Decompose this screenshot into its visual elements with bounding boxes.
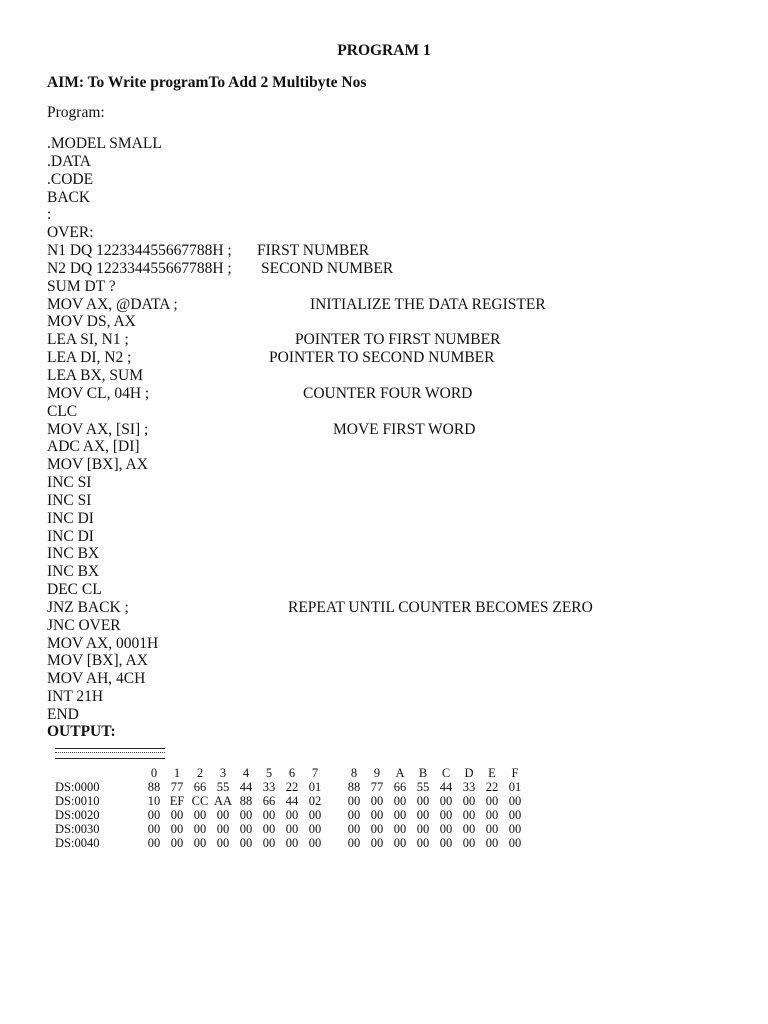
dump-byte-cell: 88 — [347, 780, 361, 794]
code-instruction: MOV AX, @DATA ; — [47, 295, 178, 313]
dump-byte-cell: 00 — [485, 836, 499, 850]
code-comment: FIRST NUMBER — [257, 242, 370, 260]
code-instruction: MOV [BX], AX — [47, 652, 148, 670]
dump-row-address: DS:0020 — [55, 808, 100, 822]
dump-byte-cell: 00 — [216, 836, 230, 850]
separator-line — [55, 748, 165, 759]
dump-byte-cell: 77 — [370, 780, 384, 794]
dump-byte-cell: 44 — [239, 780, 253, 794]
dump-byte-cell: 33 — [262, 780, 276, 794]
code-instruction: INC SI — [47, 474, 92, 492]
dump-byte-cell: EF — [169, 794, 185, 808]
dump-byte-cell: 00 — [285, 822, 299, 836]
dump-byte-cell: 00 — [239, 822, 253, 836]
dump-byte-cell: 00 — [508, 822, 522, 836]
dump-byte-cell: 00 — [193, 836, 207, 850]
dump-byte-cell: 00 — [508, 794, 522, 808]
dump-row-address: DS:0040 — [55, 836, 100, 850]
code-instruction: LEA DI, N2 ; — [47, 349, 132, 367]
dump-byte-cell: 00 — [262, 836, 276, 850]
dump-byte-cell: 00 — [393, 794, 407, 808]
code-instruction: LEA SI, N1 ; — [47, 331, 129, 349]
dump-byte-cell: 00 — [285, 808, 299, 822]
dump-byte-cell: 00 — [462, 808, 476, 822]
dump-column-header: 9 — [373, 766, 381, 780]
code-instruction: .CODE — [47, 170, 94, 188]
code-comment: COUNTER FOUR WORD — [303, 384, 473, 402]
dump-byte-cell: 00 — [439, 808, 453, 822]
code-instruction: : — [47, 206, 52, 224]
dump-byte-cell: AA — [213, 794, 233, 808]
dump-byte-cell: 00 — [170, 822, 184, 836]
code-instruction: CLC — [47, 402, 78, 420]
dump-byte-cell: 55 — [416, 780, 430, 794]
dump-byte-cell: 00 — [308, 808, 322, 822]
code-instruction: LEA BX, SUM — [47, 366, 144, 384]
dump-byte-cell: 00 — [370, 808, 384, 822]
dump-byte-cell: 00 — [147, 822, 161, 836]
dump-column-header: 7 — [311, 766, 319, 780]
code-instruction: JNC OVER — [47, 616, 121, 634]
code-instruction: INT 21H — [47, 688, 104, 706]
code-instruction: N2 DQ 122334455667788H ; — [47, 259, 232, 277]
aim-heading: AIM: To Write programTo Add 2 Multibyte Nos — [47, 74, 367, 91]
dump-row-address: DS:0030 — [55, 822, 100, 836]
dump-byte-cell: 00 — [393, 822, 407, 836]
dump-column-header: 2 — [196, 766, 204, 780]
dump-byte-cell: 00 — [347, 794, 361, 808]
dump-byte-cell: 00 — [216, 822, 230, 836]
dump-byte-cell: 00 — [262, 822, 276, 836]
dump-byte-cell: 00 — [462, 794, 476, 808]
code-instruction: END — [47, 706, 79, 723]
code-comment: INITIALIZE THE DATA REGISTER — [310, 295, 546, 313]
dump-column-header: 5 — [265, 766, 273, 780]
dump-byte-cell: 77 — [170, 780, 184, 794]
dump-byte-cell: 00 — [393, 808, 407, 822]
code-instruction: BACK — [47, 188, 91, 206]
dump-byte-cell: 55 — [216, 780, 230, 794]
dump-byte-cell: 01 — [308, 780, 322, 794]
code-instruction: INC DI — [47, 509, 94, 527]
dump-byte-cell: 00 — [370, 794, 384, 808]
dump-column-header: 8 — [350, 766, 358, 780]
code-comment: SECOND NUMBER — [261, 259, 394, 277]
dump-row-address: DS:0010 — [55, 794, 100, 808]
dump-byte-cell: 00 — [485, 822, 499, 836]
dump-column-header: 6 — [288, 766, 296, 780]
program-label: Program: — [47, 104, 105, 121]
code-instruction: MOV AX, [SI] ; — [47, 420, 149, 438]
dump-byte-cell: 00 — [416, 794, 430, 808]
dump-byte-cell: 00 — [485, 794, 499, 808]
dump-byte-cell: 00 — [347, 836, 361, 850]
dump-byte-cell: 00 — [370, 822, 384, 836]
dump-column-header: 0 — [150, 766, 158, 780]
code-instruction: MOV DS, AX — [47, 313, 136, 331]
dump-byte-cell: 00 — [416, 822, 430, 836]
dump-byte-cell: 00 — [462, 836, 476, 850]
code-instruction: MOV [BX], AX — [47, 456, 148, 474]
dump-byte-cell: 00 — [147, 836, 161, 850]
code-comment: POINTER TO SECOND NUMBER — [269, 349, 495, 367]
code-instruction: DEC CL — [47, 581, 102, 599]
code-instruction: MOV CL, 04H ; — [47, 384, 150, 402]
code-instruction: MOV AH, 4CH — [47, 670, 146, 688]
code-instruction: ADC AX, [DI] — [47, 438, 140, 456]
code-comment: POINTER TO FIRST NUMBER — [295, 331, 501, 349]
code-instruction: INC BX — [47, 563, 100, 581]
page-title: PROGRAM 1 — [337, 42, 431, 59]
dump-byte-cell: 00 — [216, 808, 230, 822]
dump-byte-cell: 00 — [439, 794, 453, 808]
dump-byte-cell: 00 — [508, 836, 522, 850]
dump-byte-cell: 00 — [193, 808, 207, 822]
dump-byte-cell: 00 — [285, 836, 299, 850]
code-instruction: JNZ BACK ; — [47, 598, 129, 616]
dump-column-header: A — [395, 766, 405, 780]
dump-column-header: C — [441, 766, 451, 780]
dump-byte-cell: 00 — [239, 808, 253, 822]
dump-byte-cell: 00 — [508, 808, 522, 822]
dump-byte-cell: 00 — [393, 836, 407, 850]
code-instruction: .MODEL SMALL — [47, 135, 162, 152]
dump-byte-cell: 00 — [416, 808, 430, 822]
dump-column-header: 4 — [242, 766, 250, 780]
dump-column-header: D — [464, 766, 474, 780]
dump-byte-cell: 00 — [308, 822, 322, 836]
dump-column-header: F — [511, 766, 519, 780]
dump-byte-cell: 00 — [239, 836, 253, 850]
dump-byte-cell: 00 — [193, 822, 207, 836]
code-comment: MOVE FIRST WORD — [333, 420, 476, 438]
dump-byte-cell: 22 — [485, 780, 499, 794]
code-instruction: OVER: — [47, 224, 94, 242]
dump-byte-cell: 88 — [147, 780, 161, 794]
dump-byte-cell: 44 — [285, 794, 299, 808]
dump-column-header: E — [488, 766, 496, 780]
dump-column-header: 3 — [219, 766, 227, 780]
dump-byte-cell: 00 — [485, 808, 499, 822]
dump-byte-cell: 66 — [262, 794, 276, 808]
code-instruction: N1 DQ 122334455667788H ; — [47, 242, 232, 260]
dump-byte-cell: 00 — [147, 808, 161, 822]
dump-byte-cell: 01 — [508, 780, 522, 794]
dump-byte-cell: 00 — [416, 836, 430, 850]
dump-byte-cell: 33 — [462, 780, 476, 794]
dump-byte-cell: 10 — [147, 794, 161, 808]
dump-byte-cell: 00 — [170, 808, 184, 822]
dump-byte-cell: 00 — [170, 836, 184, 850]
dump-byte-cell: 88 — [239, 794, 253, 808]
code-instruction: MOV AX, 0001H — [47, 634, 159, 652]
dump-byte-cell: 00 — [347, 822, 361, 836]
dump-column-header: B — [418, 766, 428, 780]
dump-byte-cell: 00 — [439, 822, 453, 836]
dump-byte-cell: CC — [191, 794, 209, 808]
dump-byte-cell: 00 — [439, 836, 453, 850]
dump-byte-cell: 22 — [285, 780, 299, 794]
dump-byte-cell: 66 — [193, 780, 207, 794]
dump-byte-cell: 00 — [370, 836, 384, 850]
dump-byte-cell: 00 — [462, 822, 476, 836]
dump-row-address: DS:0000 — [55, 780, 100, 794]
code-instruction: INC BX — [47, 545, 100, 563]
dump-byte-cell: 66 — [393, 780, 407, 794]
code-comment: REPEAT UNTIL COUNTER BECOMES ZERO — [288, 598, 593, 616]
code-instruction: .DATA — [47, 152, 91, 170]
dump-byte-cell: 44 — [439, 780, 453, 794]
code-instruction: INC SI — [47, 491, 92, 509]
dump-byte-cell: 02 — [308, 794, 322, 808]
dump-byte-cell: 00 — [347, 808, 361, 822]
code-instruction: SUM DT ? — [47, 277, 116, 295]
dump-column-header: 1 — [173, 766, 181, 780]
output-label: OUTPUT: — [47, 723, 116, 740]
dump-byte-cell: 00 — [262, 808, 276, 822]
code-instruction: INC DI — [47, 527, 94, 545]
dump-byte-cell: 00 — [308, 836, 322, 850]
